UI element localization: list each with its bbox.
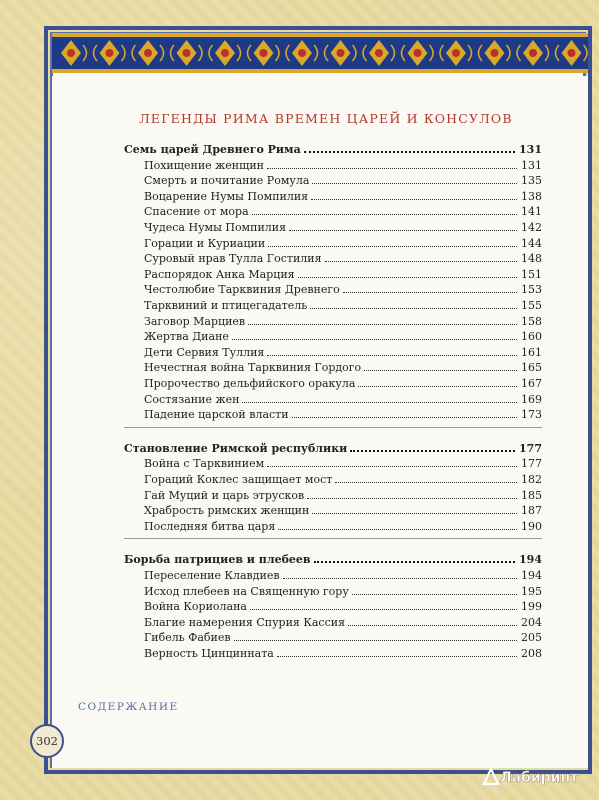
toc-entry-row xyxy=(124,249,542,265)
toc-dot-leader xyxy=(307,498,517,499)
toc-entry-row xyxy=(124,501,542,517)
toc-entry-row xyxy=(124,327,542,343)
ornament-motif-icon xyxy=(485,40,521,66)
toc-dot-leader xyxy=(268,246,517,247)
toc-dot-leader xyxy=(312,183,517,184)
ornament-motif-icon xyxy=(369,40,405,66)
ornament-motif-icon xyxy=(523,40,559,66)
toc-entry-row xyxy=(124,312,542,328)
toc-entry-title: Война Кориолана xyxy=(144,600,247,614)
ornamental-border xyxy=(52,33,588,73)
toc-page-number: 158 xyxy=(521,314,542,328)
toc-entry-row xyxy=(124,454,542,470)
toc-entry-title: Горации и Куриации xyxy=(144,236,266,250)
toc-entry-title: Падение царской власти xyxy=(144,408,289,422)
toc-section-row xyxy=(124,140,542,156)
toc-entry-title: Благие намерения Спурия Кассия xyxy=(144,615,346,629)
toc-page-number: 131 xyxy=(519,143,542,156)
toc-entry-row xyxy=(124,358,542,374)
toc-section-row xyxy=(124,439,542,455)
toc-entry-row xyxy=(124,156,542,172)
toc-entry-row xyxy=(124,644,542,660)
toc-page-number: 144 xyxy=(521,236,542,250)
toc-dot-leader xyxy=(358,386,517,387)
toc-entry-title: Дети Сервия Туллия xyxy=(144,345,265,359)
toc-page-number: 142 xyxy=(521,221,542,234)
toc-entry-row xyxy=(124,566,542,582)
toc-entry-title: Заговор Марциев xyxy=(144,314,246,328)
toc-entry-title: Гораций Коклес защищает мост xyxy=(144,473,333,486)
toc-entry-row xyxy=(124,202,542,218)
toc-entry-title: Гай Муций и царь этрусков xyxy=(144,488,305,502)
toc-entry-title: Смерть и почитание Ромула xyxy=(144,174,310,188)
toc-entry-title: Воцарение Нумы Помпилия xyxy=(144,189,309,203)
toc-entry-row xyxy=(124,187,542,203)
toc-page-number: 199 xyxy=(521,600,542,614)
footer-section-label: СОДЕРЖАНИЕ xyxy=(78,701,179,713)
page-number: 302 xyxy=(30,724,64,758)
toc-entry-title: Нечестная война Тарквиния Гордого xyxy=(144,361,362,375)
toc-page-number: 204 xyxy=(521,615,542,629)
toc-dot-leader xyxy=(232,339,517,340)
toc-entry-row xyxy=(124,343,542,359)
toc-entry-row xyxy=(124,405,542,421)
toc-page-number: 153 xyxy=(521,283,542,297)
toc-dot-leader xyxy=(352,594,517,595)
toc-page-number: 208 xyxy=(521,647,542,660)
toc-dot-leader xyxy=(250,609,517,610)
toc-entry-row xyxy=(124,234,542,250)
toc-entry-row xyxy=(124,597,542,613)
toc-page-number: 190 xyxy=(521,519,542,533)
toc-entry-title: Война с Тарквинием xyxy=(144,457,265,471)
toc-page-number: 141 xyxy=(521,205,542,219)
ornament-motif-icon xyxy=(100,40,136,66)
toc-entry-title: Исход плебеев на Священную гору xyxy=(144,584,349,598)
toc-dot-leader xyxy=(234,640,517,641)
toc-page-number: 169 xyxy=(521,392,542,406)
toc-entry-row xyxy=(124,218,542,234)
toc-entry-title: Похищение женщин xyxy=(144,158,265,172)
toc-entry-row xyxy=(124,296,542,312)
toc-page-number: 173 xyxy=(521,408,542,422)
toc-page-number: 185 xyxy=(521,488,542,502)
watermark-text: Лабиринт xyxy=(500,770,579,786)
toc-entry-title: Распорядок Анка Марция xyxy=(144,267,295,281)
toc-entry-title: Гибель Фабиев xyxy=(144,631,231,645)
ornament-motif-icon xyxy=(446,40,482,66)
toc-dot-leader xyxy=(298,277,517,278)
toc-page-number: 177 xyxy=(519,441,542,455)
toc-page-number: 182 xyxy=(521,473,542,486)
toc-dot-leader xyxy=(311,199,517,200)
toc-dot-leader xyxy=(335,482,517,483)
toc-dot-leader xyxy=(310,308,517,309)
ornament-motif-icon xyxy=(408,40,444,66)
toc-page-number: 148 xyxy=(521,252,542,266)
ornament-motif-icon xyxy=(215,40,251,66)
page-title: ЛЕГЕНДЫ РИМА ВРЕМЕН ЦАРЕЙ И КОНСУЛОВ xyxy=(139,111,513,126)
toc-entry-title: Последняя битва царя xyxy=(144,519,276,533)
toc-entry-title: Семь царей Древнего Рима xyxy=(124,143,301,156)
toc-entry-row xyxy=(124,582,542,598)
toc-entry-row xyxy=(124,628,542,644)
ornament-motif-icon xyxy=(177,40,213,66)
toc-dot-leader xyxy=(304,151,515,153)
toc-entry-title: Спасение от мора xyxy=(144,205,249,219)
toc-entry-title: Переселение Клавдиев xyxy=(144,569,280,582)
section-divider xyxy=(124,427,542,428)
toc-entry-title: Верность Цинцинната xyxy=(144,647,274,660)
toc-entry-title: Жертва Диане xyxy=(144,330,229,344)
toc-page-number: 160 xyxy=(521,330,542,344)
watermark-logo xyxy=(480,764,590,788)
toc-entry-title: Честолюбие Тарквиния Древнего xyxy=(144,283,340,297)
toc-dot-leader xyxy=(314,561,515,563)
ornament-motif-icon xyxy=(61,40,97,66)
toc-entry-row xyxy=(124,280,542,296)
toc-dot-leader xyxy=(277,656,517,657)
toc-entry-row xyxy=(124,374,542,390)
toc-dot-leader xyxy=(348,625,517,626)
toc-page-number: 161 xyxy=(521,345,542,359)
toc-page-number: 195 xyxy=(521,584,542,598)
toc-page-number: 151 xyxy=(521,267,542,281)
section-divider xyxy=(124,538,542,539)
toc-dot-leader xyxy=(350,450,515,452)
toc-page-number: 155 xyxy=(521,299,542,312)
toc-entry-row xyxy=(124,265,542,281)
toc-entry-row xyxy=(124,171,542,187)
toc-entry-title: Чудеса Нумы Помпилия xyxy=(144,221,287,234)
toc-entry-row xyxy=(124,613,542,629)
toc-dot-leader xyxy=(267,466,517,467)
ornament-motif-icon xyxy=(331,40,367,66)
toc-page-number: 131 xyxy=(521,158,542,172)
toc-dot-leader xyxy=(325,261,517,262)
labyrinth-logo-icon xyxy=(480,764,590,788)
toc-page-number: 167 xyxy=(521,377,542,390)
toc-entry-title: Пророчество дельфийского оракула xyxy=(144,377,356,390)
toc-entry-title: Суровый нрав Тулла Гостилия xyxy=(144,252,322,266)
toc-page-number: 205 xyxy=(521,631,542,645)
ornament-motif-icon xyxy=(562,40,589,66)
toc-entry-row xyxy=(124,517,542,533)
toc-section-row xyxy=(124,550,542,566)
toc-dot-leader xyxy=(267,355,517,356)
toc-entry-row xyxy=(124,470,542,486)
toc-dot-leader xyxy=(278,529,517,530)
toc-entry-title: Становление Римской республики xyxy=(124,441,348,455)
toc-page-number: 194 xyxy=(519,553,542,567)
toc-entry-row xyxy=(124,486,542,502)
ornament-motif-icon xyxy=(138,40,174,66)
toc-page-number: 187 xyxy=(521,504,542,518)
toc-entry-title: Храбрость римских женщин xyxy=(144,504,310,518)
toc-dot-leader xyxy=(248,324,517,325)
toc-page-number: 138 xyxy=(521,189,542,203)
toc-page-number: 194 xyxy=(521,569,542,582)
toc-dot-leader xyxy=(292,417,517,418)
toc-dot-leader xyxy=(267,168,517,169)
toc-page-number: 177 xyxy=(521,457,542,471)
toc-dot-leader xyxy=(364,370,517,371)
toc-page-number: 135 xyxy=(521,174,542,188)
ornament-motif-icon xyxy=(254,40,290,66)
toc-dot-leader xyxy=(242,402,517,403)
toc-dot-leader xyxy=(252,214,517,215)
toc-entry-title: Борьба патрициев и плебеев xyxy=(124,553,311,567)
toc-dot-leader xyxy=(289,230,517,231)
ornament-motif-icon xyxy=(292,40,328,66)
toc-dot-leader xyxy=(312,513,517,514)
toc-dot-leader xyxy=(283,578,517,579)
toc-entry-row xyxy=(124,390,542,406)
toc-page-number: 165 xyxy=(521,361,542,375)
toc-dot-leader xyxy=(343,292,517,293)
toc-entry-title: Состязание жен xyxy=(144,392,240,406)
ornament-pattern-icon xyxy=(52,33,588,73)
toc-entry-title: Тарквиний и птицегадатель xyxy=(144,299,308,312)
